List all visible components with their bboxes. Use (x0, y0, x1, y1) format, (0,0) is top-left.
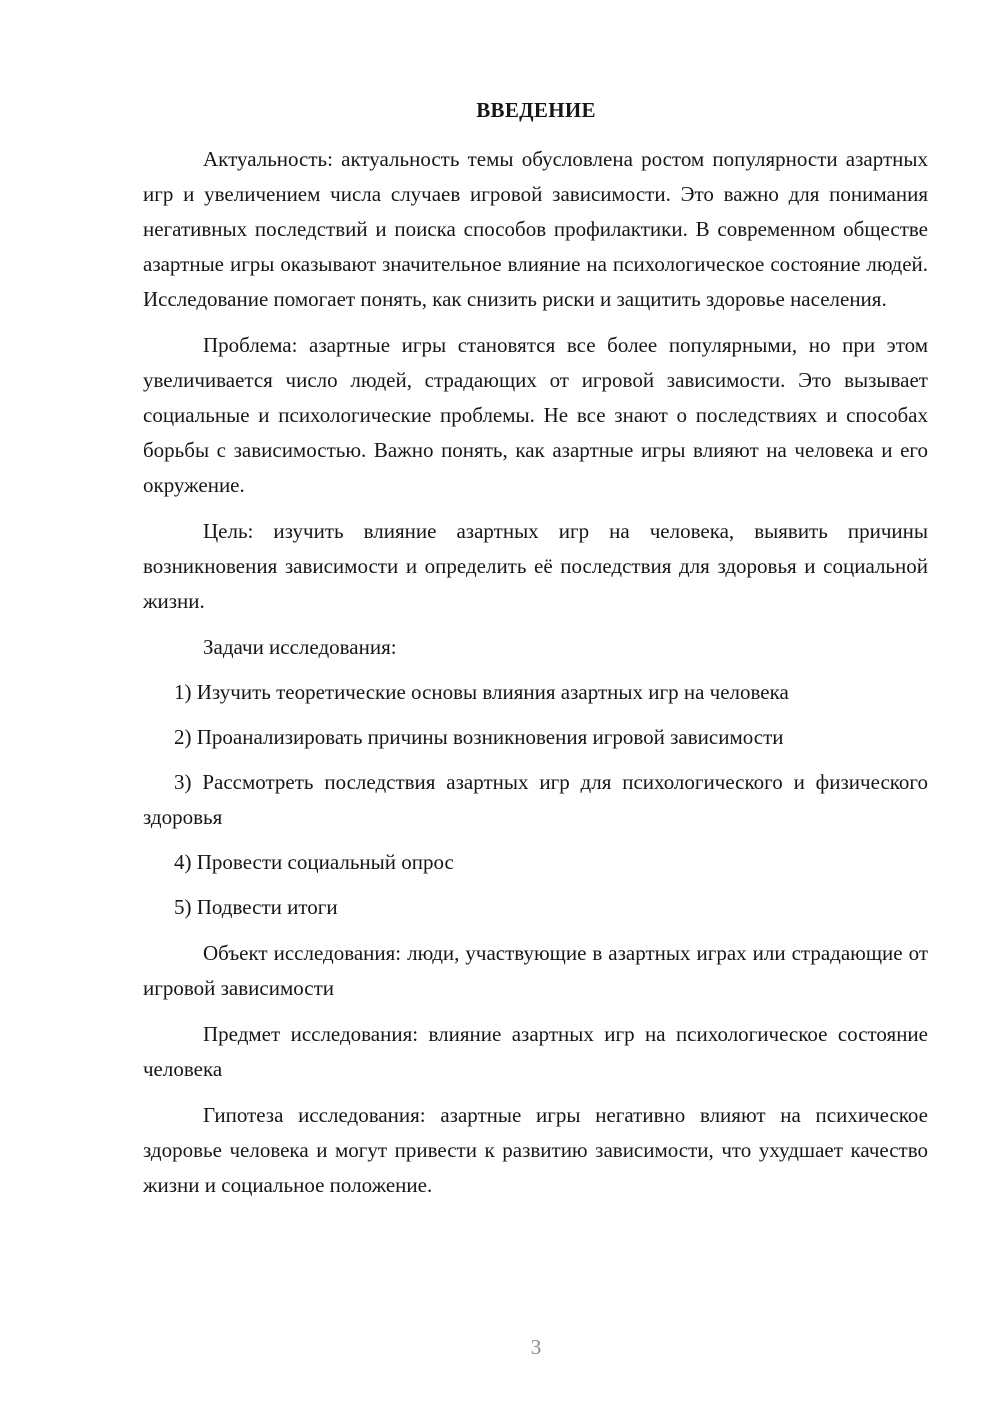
task-item: 2) Проанализировать причины возникновения игровой зависимости (174, 725, 784, 749)
document-body (143, 142, 928, 1203)
object-paragraph: Объект исследования: люди, участвующие в азартных играх или страдающие от игровой зависимости (143, 941, 928, 1000)
task-item: 3) Рассмотреть последствия азартных игр для психологического и физического здоровья (143, 770, 928, 829)
task-item: 4) Провести социальный опрос (174, 850, 454, 874)
tasks-heading: Задачи исследования: (203, 635, 397, 659)
relevance-paragraph: Актуальность: актуальность темы обусловлена ростом популярности азартных игр и увеличением числа случаев игровой зависимости. Это важно для понимания негативных последствий и поиска способов профилактики. В современном обществе азартные игры оказывают значительное влияние на психологическое состояние людей. Исследование помогает понять, как снизить риски и защитить здоровье населения. (143, 147, 928, 311)
task-item: 1) Изучить теоретические основы влияния азартных игр на человека (174, 680, 789, 704)
hypothesis-paragraph: Гипотеза исследования: азартные игры негативно влияют на психическое здоровье человека и могут привести к развитию зависимости, что ухудшает качество жизни и социальное положение. (143, 1103, 928, 1197)
page-title: ВВЕДЕНИЕ (476, 98, 596, 122)
subject-paragraph: Предмет исследования: влияние азартных игр на психологическое состояние человека (143, 1022, 928, 1081)
problem-paragraph: Проблема: азартные игры становятся все более популярными, но при этом увеличивается число людей, страдающих от игровой зависимости. Это вызывает социальные и психологические проблемы. Не все знают о последствиях и способах борьбы с зависимостью. Важно понять, как азартные игры влияют на человека и его окружение. (143, 333, 928, 497)
page-number: 3 (530, 1335, 542, 1359)
goal-paragraph: Цель: изучить влияние азартных игр на человека, выявить причины возникновения зависимости и определить её последствия для здоровья и социальной жизни. (143, 519, 928, 613)
task-item: 5) Подвести итоги (174, 895, 338, 919)
